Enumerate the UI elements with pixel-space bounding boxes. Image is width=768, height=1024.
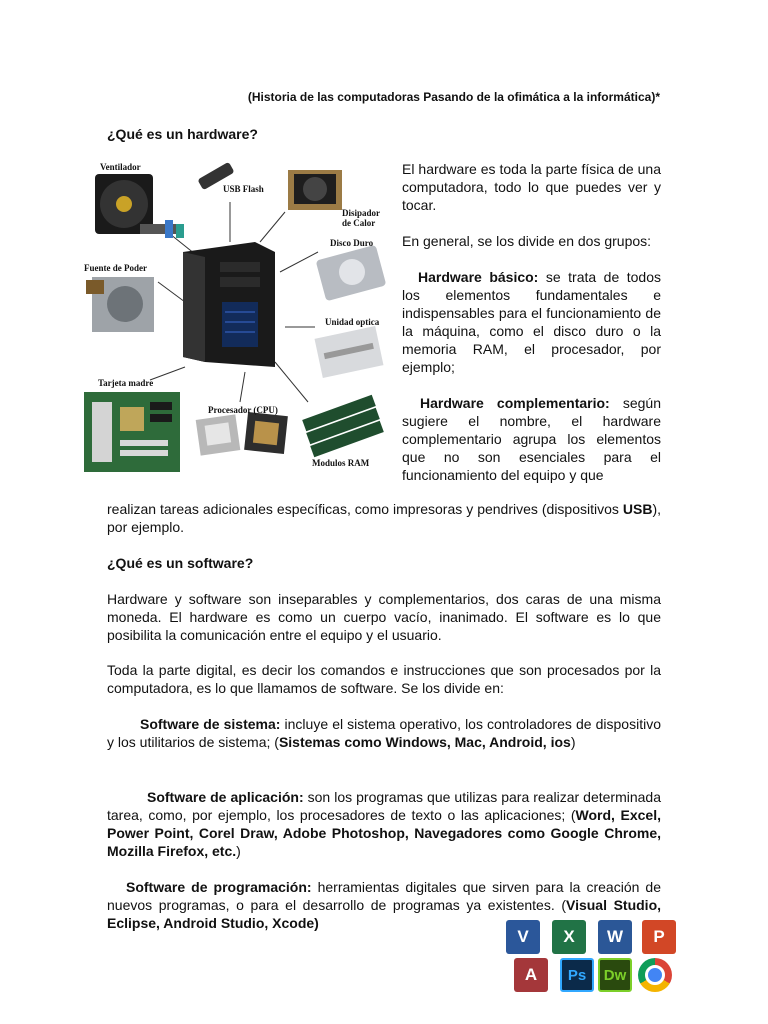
software-programming-text: herramientas digitales que sirven para la creación de nuevos programas, o para el desarrollo de programas ya existentes. (	[107, 879, 661, 913]
label-disipador-2: de Calor	[342, 218, 376, 228]
powerpoint-icon: P	[642, 920, 676, 954]
hard-disk-icon	[316, 245, 387, 302]
hardware-comp-label: Hardware complementario:	[420, 395, 610, 411]
hardware-basic-text: se trata de todos los elementos fundamentales e indispensables para el funcionamiento de la máquina, como el disco duro o la memoria RAM, el procesador, por ejemplo;	[402, 269, 661, 375]
optical-drive-icon	[315, 326, 384, 378]
heatsink-icon	[288, 170, 342, 210]
word-icon: W	[598, 920, 632, 954]
software-application-text: son los programas que utilizas para realizar determinada tarea, como, por ejemplo, los procesadores de texto o las aplicaciones; (	[107, 789, 662, 823]
hardware-diagram	[80, 152, 390, 482]
hardware-comp-continuation	[107, 500, 661, 536]
label-disco-duro: Disco Duro	[330, 238, 374, 248]
hardware-comp-paragraph	[402, 394, 661, 484]
hardware-intro: El hardware es toda la parte física de una computadora, todo lo que puedes ver y tocar.	[402, 161, 661, 213]
label-ventilador: Ventilador	[100, 162, 141, 172]
hardware-comp-cont-b: ), por ejemplo.	[107, 501, 661, 535]
pc-tower-icon	[183, 242, 275, 367]
software-programming-bold: Visual Studio, Eclipse, Android Studio, Xcode)	[107, 897, 662, 931]
hardware-right-column	[402, 160, 661, 484]
label-unidad-optica: Unidad optica	[325, 317, 380, 327]
software-system-bold: Sistemas como Windows, Mac, Android, ios	[278, 734, 571, 750]
hardware-heading: ¿Qué es un hardware?	[107, 126, 258, 142]
software-application-end: )	[236, 843, 241, 859]
motherboard-icon	[84, 392, 180, 472]
hardware-basic-label: Hardware básico:	[418, 269, 539, 285]
label-disipador-1: Disipador	[342, 208, 381, 218]
software-programming-label: Software de programación:	[126, 879, 312, 895]
label-tarjeta-madre: Tarjeta madre	[98, 378, 154, 388]
software-system-paragraph	[107, 715, 661, 751]
cpu-icon	[196, 412, 288, 456]
chrome-icon	[638, 958, 672, 992]
hardware-comp-cont-bold: USB	[622, 501, 653, 517]
hardware-groups-intro: En general, se los divide en dos grupos:	[402, 233, 652, 249]
header-note: (Historia de las computadoras Pasando de la ofimática a la informática)*	[247, 90, 660, 104]
power-supply-icon	[86, 277, 154, 332]
access-icon: A	[514, 958, 548, 992]
software-paragraph-2: Toda la parte digital, es decir los comandos e instrucciones que son procesados por la computadora, es lo que llamamos de software. Se los divide en:	[107, 662, 661, 696]
ram-modules-icon	[302, 395, 384, 458]
visio-icon: V	[506, 920, 540, 954]
label-fuente-de-poder: Fuente de Poder	[84, 263, 147, 273]
software-system-end: )	[570, 734, 576, 750]
software-system-label: Software de sistema:	[140, 716, 281, 732]
label-procesador: Procesador (CPU)	[208, 405, 278, 415]
hardware-comp-cont-a: realizan tareas adicionales específicas, como impresoras y pendrives (dispositivos	[107, 501, 623, 517]
label-usb-flash: USB Flash	[223, 184, 264, 194]
excel-icon: X	[552, 920, 586, 954]
software-application-paragraph	[107, 788, 661, 860]
dreamweaver-icon: Dw	[598, 958, 632, 992]
software-application-bold: Word, Excel, Power Point, Corel Draw, Adobe Photoshop, Navegadores como Google Chrome, Mozilla Firefox, etc.	[107, 807, 661, 859]
software-application-label: Software de aplicación:	[147, 789, 304, 805]
software-heading: ¿Qué es un software?	[107, 555, 254, 571]
app-icons	[502, 918, 682, 998]
label-modulos-ram: Modulos RAM	[312, 458, 370, 468]
hardware-basic-paragraph	[402, 268, 661, 376]
hardware-comp-text: según sugiere el nombre, el hardware complementario agrupa los elementos que no son esenciales para el funcionamiento del equipo y que	[402, 395, 661, 483]
software-system-text: incluye el sistema operativo, los controladores de dispositivo y los utilitarios de sistema; (	[107, 716, 661, 750]
photoshop-icon: Ps	[560, 958, 594, 992]
software-paragraph-1: Hardware y software son inseparables y complementarios, dos caras de una misma moneda. El hardware es como un cuerpo vacío, inanimado. El software es lo que posibilita la comunicación entre el equipo y el usuario.	[107, 591, 661, 643]
